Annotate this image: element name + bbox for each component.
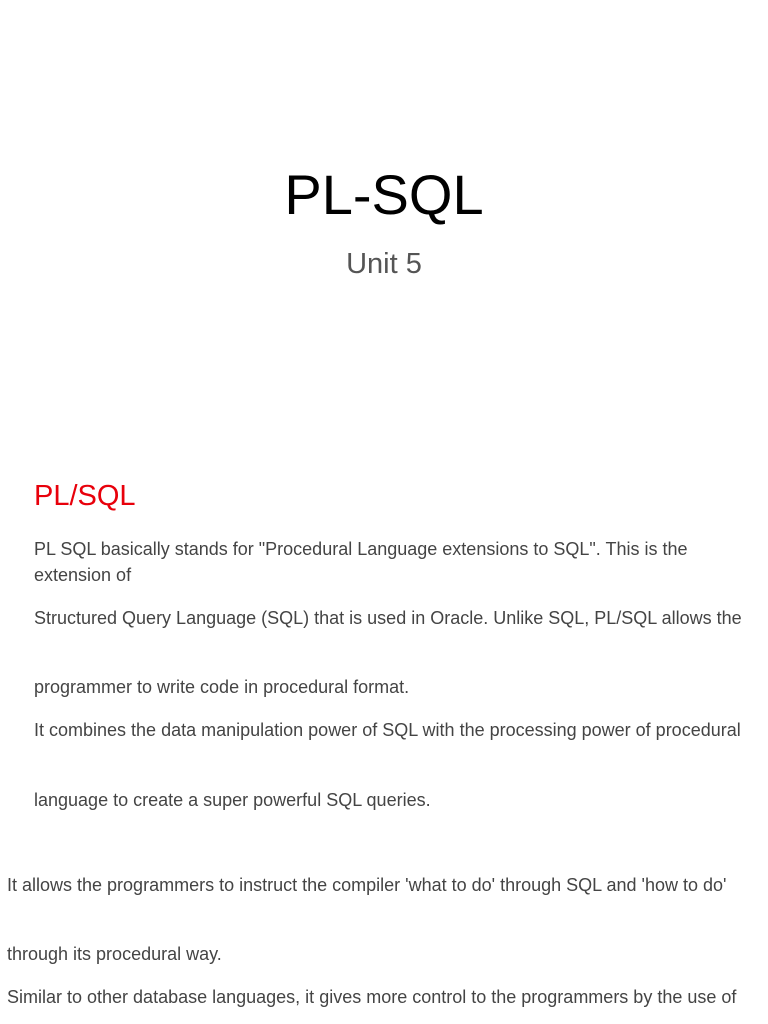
slide-subtitle: Unit 5: [346, 248, 422, 280]
paragraph: Structured Query Language (SQL) that is used in Oracle. Unlike SQL, PL/SQL allows the: [34, 608, 742, 628]
section-heading: PL/SQL: [34, 480, 136, 512]
paragraph: It allows the programmers to instruct the compiler 'what to do' through SQL and 'how to do': [7, 875, 727, 895]
paragraph: PL SQL basically stands for "Procedural Language extensions to SQL". This is the extension of: [34, 539, 688, 585]
paragraph: It combines the data manipulation power of SQL with the processing power of procedural: [34, 720, 741, 740]
slide-title: PL-SQL: [284, 163, 484, 226]
paragraph: Similar to other database languages, it gives more control to the programmers by the use of: [7, 987, 737, 1007]
paragraph: language to create a super powerful SQL queries.: [34, 790, 431, 810]
paragraph: through its procedural way.: [7, 944, 222, 964]
paragraph: programmer to write code in procedural format.: [34, 677, 410, 697]
